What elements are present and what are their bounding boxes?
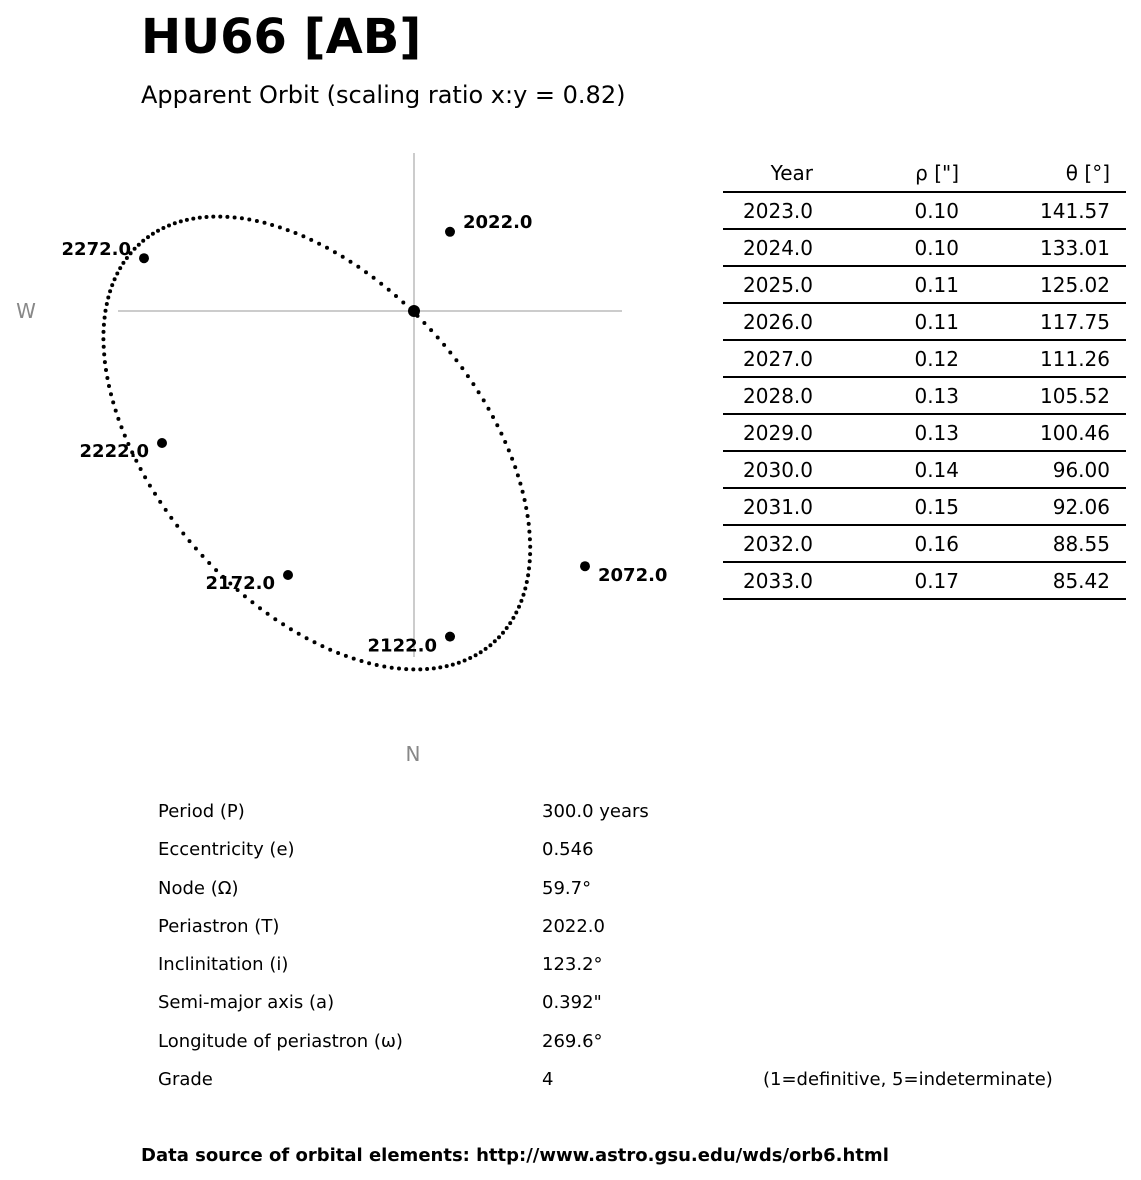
element-label: Period (P) (158, 801, 245, 822)
orbit-dot (521, 490, 525, 494)
orbit-dot (438, 665, 442, 669)
rho-cell: 0.11 (813, 266, 959, 303)
orbit-dot (270, 223, 274, 227)
orbit-dot (457, 661, 461, 665)
year-cell: 2033.0 (723, 562, 813, 599)
year-cell: 2031.0 (723, 488, 813, 525)
orbit-dot (313, 640, 317, 644)
epoch-point (445, 227, 455, 237)
ephemeris-table (723, 155, 1126, 600)
ephemeris-row (723, 192, 1126, 229)
orbit-dot (247, 218, 251, 222)
year-cell: 2027.0 (723, 340, 813, 377)
west-axis-label: W (16, 299, 36, 323)
orbit-dot (104, 368, 108, 372)
orbit-dot (107, 384, 111, 388)
year-cell: 2029.0 (723, 414, 813, 451)
orbit-dot (105, 376, 109, 380)
rho-cell: 0.12 (813, 340, 959, 377)
orbit-dot (108, 289, 112, 293)
orbit-dot (479, 650, 483, 654)
element-value: 59.7° (542, 877, 592, 899)
orbit-dot (164, 508, 168, 512)
orbit-dot (499, 432, 503, 436)
orbit-dot (101, 337, 105, 341)
orbit-dot (526, 514, 530, 518)
orbit-dot (309, 238, 313, 242)
orbit-dot (527, 522, 531, 526)
orbit-dot (137, 243, 141, 247)
rho-cell: 0.10 (813, 192, 959, 229)
orbit-dot (185, 218, 189, 222)
ephemeris-row (723, 451, 1126, 488)
ephemeris-header-row (723, 155, 1126, 192)
orbit-dot (233, 216, 237, 220)
orbit-dot (111, 400, 115, 404)
orbit-dot (372, 276, 376, 280)
orbit-dot (146, 235, 150, 239)
orbit-dot (454, 358, 458, 362)
theta-cell: 85.42 (959, 562, 1110, 599)
theta-cell: 133.01 (959, 229, 1110, 266)
orbit-labels (62, 212, 668, 657)
orbit-dot (445, 664, 449, 668)
orbit-dot (448, 351, 452, 355)
orbit-dot (143, 475, 147, 479)
orbit-dot (297, 632, 301, 636)
orbit-dot (328, 648, 332, 652)
element-label: Eccentricity (e) (158, 839, 295, 861)
element-label: Node (Ω) (158, 877, 239, 899)
year-cell: 2028.0 (723, 377, 813, 414)
epoch-point (445, 632, 455, 642)
primary-star-marker (408, 305, 420, 317)
orbit-dot (139, 467, 143, 471)
year-cell: 2026.0 (723, 303, 813, 340)
orbit-dot (356, 265, 360, 269)
element-value: 4 (542, 1069, 554, 1091)
orbit-dot (103, 360, 107, 364)
orbit-dot (105, 302, 109, 306)
epoch-point (157, 438, 167, 448)
orbit-dot (317, 242, 321, 246)
orbit-dot (523, 587, 527, 591)
orbit-dot (341, 255, 345, 259)
rho-cell: 0.15 (813, 488, 959, 525)
orbit-dot (516, 473, 520, 477)
epoch-label: 2222.0 (79, 441, 149, 462)
epoch-point (139, 253, 149, 263)
orbit-dot (198, 216, 202, 220)
orbit-dot (451, 663, 455, 667)
orbit-dot (123, 434, 127, 438)
orbit-dot (102, 330, 106, 334)
orbit-dot (113, 277, 117, 281)
orbit-dot (463, 659, 467, 663)
orbit-dot (429, 328, 433, 332)
orbit-dot (422, 321, 426, 325)
chart-title: HU66 [AB] (141, 9, 422, 65)
orbit-dot (320, 644, 324, 648)
year-cell: 2024.0 (723, 229, 813, 266)
orbit-dot (401, 301, 405, 305)
theta-cell: 111.26 (959, 340, 1110, 377)
epoch-point (580, 561, 590, 571)
orbit-dot (394, 294, 398, 298)
element-label: Semi-major axis (a) (158, 992, 335, 1014)
orbit-dot (278, 225, 282, 229)
orbit-dot (379, 282, 383, 286)
rho-cell: 0.13 (813, 414, 959, 451)
orbit-dot (482, 398, 486, 402)
orbit-dot (474, 653, 478, 657)
orbit-dot (514, 611, 518, 615)
orbit-dot (495, 423, 499, 427)
orbit-dot (114, 409, 118, 413)
orbit-dot (120, 425, 124, 429)
orbit-dot (466, 374, 470, 378)
grade-note: (1=definitive, 5=indeterminate) (763, 1069, 1053, 1091)
epoch-label: 2172.0 (205, 573, 275, 594)
orbit-dot (156, 229, 160, 233)
orbit-dot (218, 215, 222, 219)
orbit-dot (211, 215, 215, 219)
theta-cell: 125.02 (959, 266, 1110, 303)
orbit-dot (432, 666, 436, 670)
orbit-dot (387, 288, 391, 292)
orbit-dot (110, 283, 114, 287)
orbit-dot (301, 234, 305, 238)
orbit-dot (497, 635, 501, 639)
orbit-dot (527, 566, 531, 570)
orbit-dot (367, 661, 371, 665)
rho-cell: 0.16 (813, 525, 959, 562)
year-cell: 2023.0 (723, 192, 813, 229)
theta-cell: 92.06 (959, 488, 1110, 525)
theta-cell: 117.75 (959, 303, 1110, 340)
year-cell: 2030.0 (723, 451, 813, 488)
element-value: 269.6° (542, 1030, 603, 1052)
orbit-plot (0, 0, 700, 780)
orbit-dot (273, 617, 277, 621)
orbit-dot (364, 270, 368, 274)
ephemeris-row (723, 525, 1126, 562)
ephemeris-row (723, 229, 1126, 266)
year-cell: 2032.0 (723, 525, 813, 562)
north-axis-label: N (405, 742, 421, 766)
epoch-label: 2072.0 (598, 565, 668, 587)
theta-cell: 100.46 (959, 414, 1110, 451)
element-value: 2022.0 (542, 915, 605, 937)
orbit-dot (258, 606, 262, 610)
rho-cell: 0.10 (813, 229, 959, 266)
orbit-dot (207, 561, 211, 565)
element-label: Grade (158, 1069, 213, 1091)
orbit-dot (106, 296, 110, 300)
orbit-dot (382, 665, 386, 669)
orbit-dot (344, 654, 348, 658)
orbit-dot (118, 266, 122, 270)
orbit-dot (501, 631, 505, 635)
orbit-dot (240, 216, 244, 220)
orbit-dot (528, 559, 532, 563)
orbit-dot (460, 366, 464, 370)
epoch-label: 2272.0 (61, 239, 131, 261)
orbit-dot (505, 626, 509, 630)
epoch-label: 2122.0 (367, 635, 437, 657)
orbit-dot (503, 440, 507, 444)
orbit-dot (528, 552, 532, 556)
orbit-dot (471, 382, 475, 386)
orbit-dot (524, 506, 528, 510)
orbit-dot (404, 667, 408, 671)
orbit-dot (225, 215, 229, 219)
year-cell: 2025.0 (723, 266, 813, 303)
orbit-dot (104, 309, 108, 313)
orbit-dot (179, 219, 183, 223)
orbit-dot (349, 260, 353, 264)
year-column-header: Year (723, 155, 813, 192)
data-source-note: Data source of orbital elements: http://www.astro.gsu.edu/wds/orb6.html (141, 1145, 889, 1166)
orbit-dot (375, 663, 379, 667)
element-label: Periastron (T) (158, 915, 280, 937)
rho-column-header: ρ ["] (813, 155, 959, 192)
orbit-dot (528, 537, 532, 541)
orbit-dot (281, 622, 285, 626)
orbit-dot (103, 316, 107, 320)
orbit-dot (390, 666, 394, 670)
element-value: 123.2° (542, 954, 603, 976)
orbit-dot (484, 647, 488, 651)
orbit-dot (352, 657, 356, 661)
orbit-dot (289, 627, 293, 631)
orbit-dot (519, 599, 523, 603)
orbit-dot (397, 667, 401, 671)
orbit-dot (173, 221, 177, 225)
element-value: 0.546 (542, 839, 594, 861)
orbit-dot (418, 667, 422, 671)
orbit-dot (286, 228, 290, 232)
orbit-dot (263, 221, 267, 225)
orbit-dot (161, 226, 165, 230)
orbit-dot (526, 573, 530, 577)
rho-cell: 0.14 (813, 451, 959, 488)
orbit-dot (477, 390, 481, 394)
orbit-dot (511, 616, 515, 620)
orbit-dot (205, 215, 209, 219)
orbit-dot (167, 224, 171, 228)
orbit-dot (141, 239, 145, 243)
ephemeris-row (723, 340, 1126, 377)
orbit-dot (522, 593, 526, 597)
theta-cell: 141.57 (959, 192, 1110, 229)
rho-cell: 0.11 (813, 303, 959, 340)
element-label: Inclinitation (i) (158, 954, 289, 976)
orbit-dot (214, 568, 218, 572)
orbit-dot (266, 612, 270, 616)
orbit-dot (121, 261, 125, 265)
orbit-dot (116, 417, 120, 421)
orbit-dot (169, 516, 173, 520)
orbit-dot (151, 232, 155, 236)
orbit-dot (188, 539, 192, 543)
orbit-dot (523, 498, 527, 502)
rho-cell: 0.13 (813, 377, 959, 414)
orbit-dot (468, 656, 472, 660)
orbit-dot (518, 482, 522, 486)
orbit-dot (411, 667, 415, 671)
orbit-dot (109, 392, 113, 396)
orbit-dot (487, 407, 491, 411)
orbit-dot (175, 524, 179, 528)
element-value: 300.0 years (542, 801, 649, 822)
orbit-dot (294, 231, 298, 235)
orbit-dot (102, 352, 106, 356)
orbit-dot (181, 532, 185, 536)
ephemeris-row (723, 377, 1126, 414)
orbit-dot (102, 323, 106, 327)
orbit-dot (527, 530, 531, 534)
epoch-label: 2022.0 (463, 211, 533, 233)
orbit-dot (336, 651, 340, 655)
ephemeris-row (723, 562, 1126, 599)
orbit-dot (528, 545, 532, 549)
orbit-dot (305, 636, 309, 640)
orbit-dot (510, 457, 514, 461)
orbit-dot (255, 219, 259, 223)
orbit-dot (442, 343, 446, 347)
orbit-dot (507, 448, 511, 452)
epoch-point (283, 570, 293, 580)
element-value: 0.392" (542, 992, 602, 1014)
orbit-dot (243, 594, 247, 598)
ephemeris-row (723, 266, 1126, 303)
orbit-dot (508, 621, 512, 625)
orbit-dot (158, 500, 162, 504)
theta-cell: 96.00 (959, 451, 1110, 488)
orbit-dot (425, 667, 429, 671)
orbit-dot (133, 247, 137, 251)
orbit-dot (153, 492, 157, 496)
rho-cell: 0.17 (813, 562, 959, 599)
orbit-dot (115, 272, 119, 276)
orbit-dot (325, 246, 329, 250)
orbit-dot (513, 465, 517, 469)
orbit-dot (102, 345, 106, 349)
ephemeris-row (723, 303, 1126, 340)
theta-cell: 88.55 (959, 525, 1110, 562)
ephemeris-row (723, 488, 1126, 525)
orbit-dot (360, 659, 364, 663)
ephemeris-row (723, 414, 1126, 451)
orbit-dot (194, 547, 198, 551)
orbit-dot (436, 336, 440, 340)
orbit-dot (493, 639, 497, 643)
orbit-dot (517, 605, 521, 609)
theta-cell: 105.52 (959, 377, 1110, 414)
orbit-dot (333, 250, 337, 254)
orbit-dot (250, 600, 254, 604)
element-label: Longitude of periastron (ω) (158, 1030, 403, 1052)
orbit-dot (148, 484, 152, 488)
chart-subtitle: Apparent Orbit (scaling ratio x:y = 0.82) (141, 81, 626, 109)
orbit-dot (491, 415, 495, 419)
orbit-dot (201, 554, 205, 558)
orbit-dot (525, 580, 529, 584)
theta-column-header: θ [°] (959, 155, 1110, 192)
orbit-dot (191, 217, 195, 221)
orbit-dot (488, 643, 492, 647)
